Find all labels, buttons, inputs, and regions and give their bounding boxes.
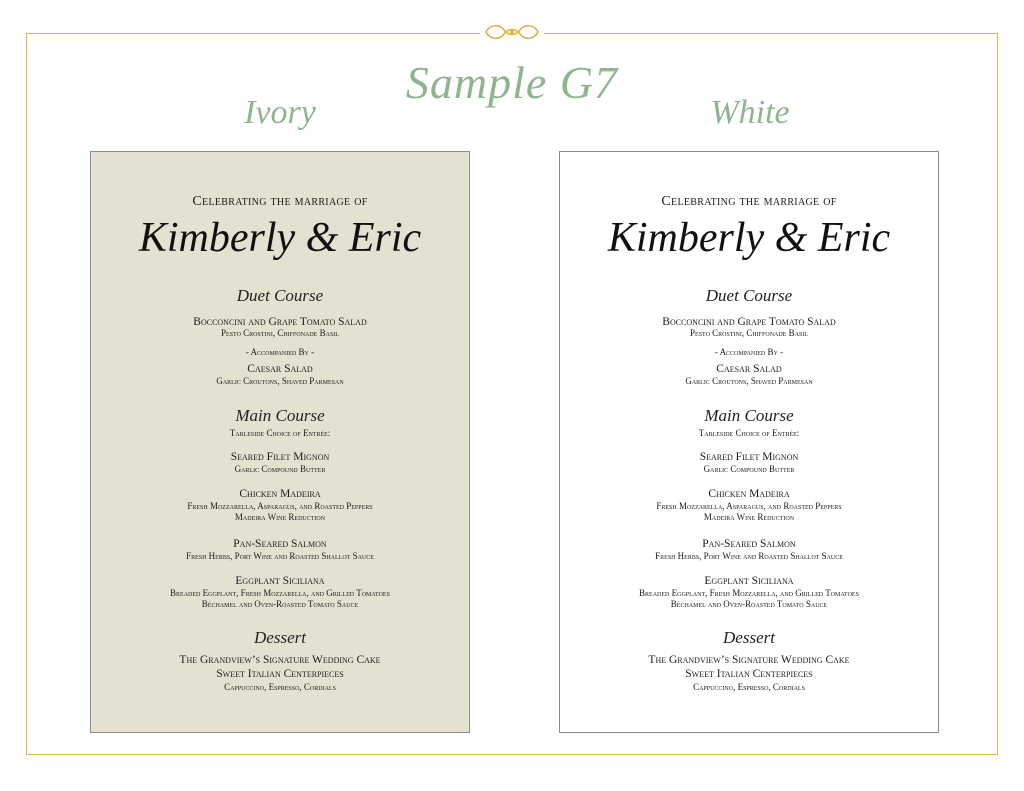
course-heading-dessert: Dessert [254, 628, 306, 647]
dish-description: Béchamel and Oven-Roasted Tomato Sauce [201, 599, 359, 609]
dessert-item: The Grandview’s Signature Wedding Cake [179, 654, 381, 666]
dish-name: Caesar Salad [716, 363, 782, 375]
dish-description: Garlic Compound Butter [234, 464, 326, 474]
white-label: White [710, 94, 790, 131]
page-title: Sample G7 [405, 57, 619, 108]
dessert-item: Cappuccino, Espresso, Cordials [693, 682, 805, 692]
course-heading-dessert: Dessert [723, 628, 775, 647]
course-heading-main: Main Course [235, 406, 325, 425]
dish-name: Seared Filet Mignon [230, 451, 330, 463]
dish-description: Madeira Wine Reduction [234, 512, 326, 522]
dish-description: Garlic Croutons, Shaved Parmesan [685, 376, 813, 386]
dessert-item: Sweet Italian Centerpieces [685, 668, 813, 680]
dish-description: Fresh Herbs, Port Wine and Roasted Shallot Sauce [186, 551, 374, 561]
celebrating-text: Celebrating the marriage of [192, 194, 368, 209]
dish-name: Pan-Seared Salmon [702, 538, 796, 550]
flourish-ornament-icon [480, 22, 544, 42]
couple-names: Kimberly & Eric [607, 215, 891, 261]
dish-description: Fresh Mozzarella, Asparagus, and Roasted Peppers [656, 501, 842, 511]
dish-name: Chicken Madeira [708, 488, 790, 500]
dish-name: Pan-Seared Salmon [233, 538, 327, 550]
celebrating-text: Celebrating the marriage of [661, 194, 837, 209]
accompanied-text: - Accompanied By - [714, 347, 784, 357]
tableside-text: Tableside Choice of Entrée: [698, 428, 800, 438]
dish-description: Pesto Crostini, Chiffonade Basil [221, 328, 339, 338]
ivory-menu-card [90, 151, 470, 733]
dish-description: Béchamel and Oven-Roasted Tomato Sauce [670, 599, 828, 609]
ivory-label: Ivory [244, 94, 316, 131]
tableside-text: Tableside Choice of Entrée: [229, 428, 331, 438]
dish-name: Chicken Madeira [239, 488, 321, 500]
dish-description: Garlic Croutons, Shaved Parmesan [216, 376, 344, 386]
dish-description: Pesto Crostini, Chiffonade Basil [690, 328, 808, 338]
dish-name: Bocconcini and Grape Tomato Salad [662, 316, 836, 328]
dessert-item: The Grandview’s Signature Wedding Cake [648, 654, 850, 666]
white-menu-card [559, 151, 939, 733]
dish-description: Fresh Herbs, Port Wine and Roasted Shallot Sauce [655, 551, 843, 561]
dish-name: Seared Filet Mignon [699, 451, 799, 463]
accompanied-text: - Accompanied By - [245, 347, 315, 357]
dish-description: Garlic Compound Butter [703, 464, 795, 474]
dish-description: Breaded Eggplant, Fresh Mozzarella, and Grilled Tomatoes [170, 588, 390, 598]
dish-name: Eggplant Siciliana [235, 575, 325, 587]
dessert-item: Sweet Italian Centerpieces [216, 668, 344, 680]
dish-name: Eggplant Siciliana [704, 575, 794, 587]
course-heading-duet: Duet Course [705, 286, 793, 305]
couple-names: Kimberly & Eric [138, 215, 422, 261]
dish-name: Caesar Salad [247, 363, 313, 375]
dish-description: Madeira Wine Reduction [703, 512, 795, 522]
dessert-item: Cappuccino, Espresso, Cordials [224, 682, 336, 692]
course-heading-duet: Duet Course [236, 286, 324, 305]
dish-description: Fresh Mozzarella, Asparagus, and Roasted Peppers [187, 501, 373, 511]
dish-name: Bocconcini and Grape Tomato Salad [193, 316, 367, 328]
dish-description: Breaded Eggplant, Fresh Mozzarella, and Grilled Tomatoes [639, 588, 859, 598]
course-heading-main: Main Course [704, 406, 794, 425]
